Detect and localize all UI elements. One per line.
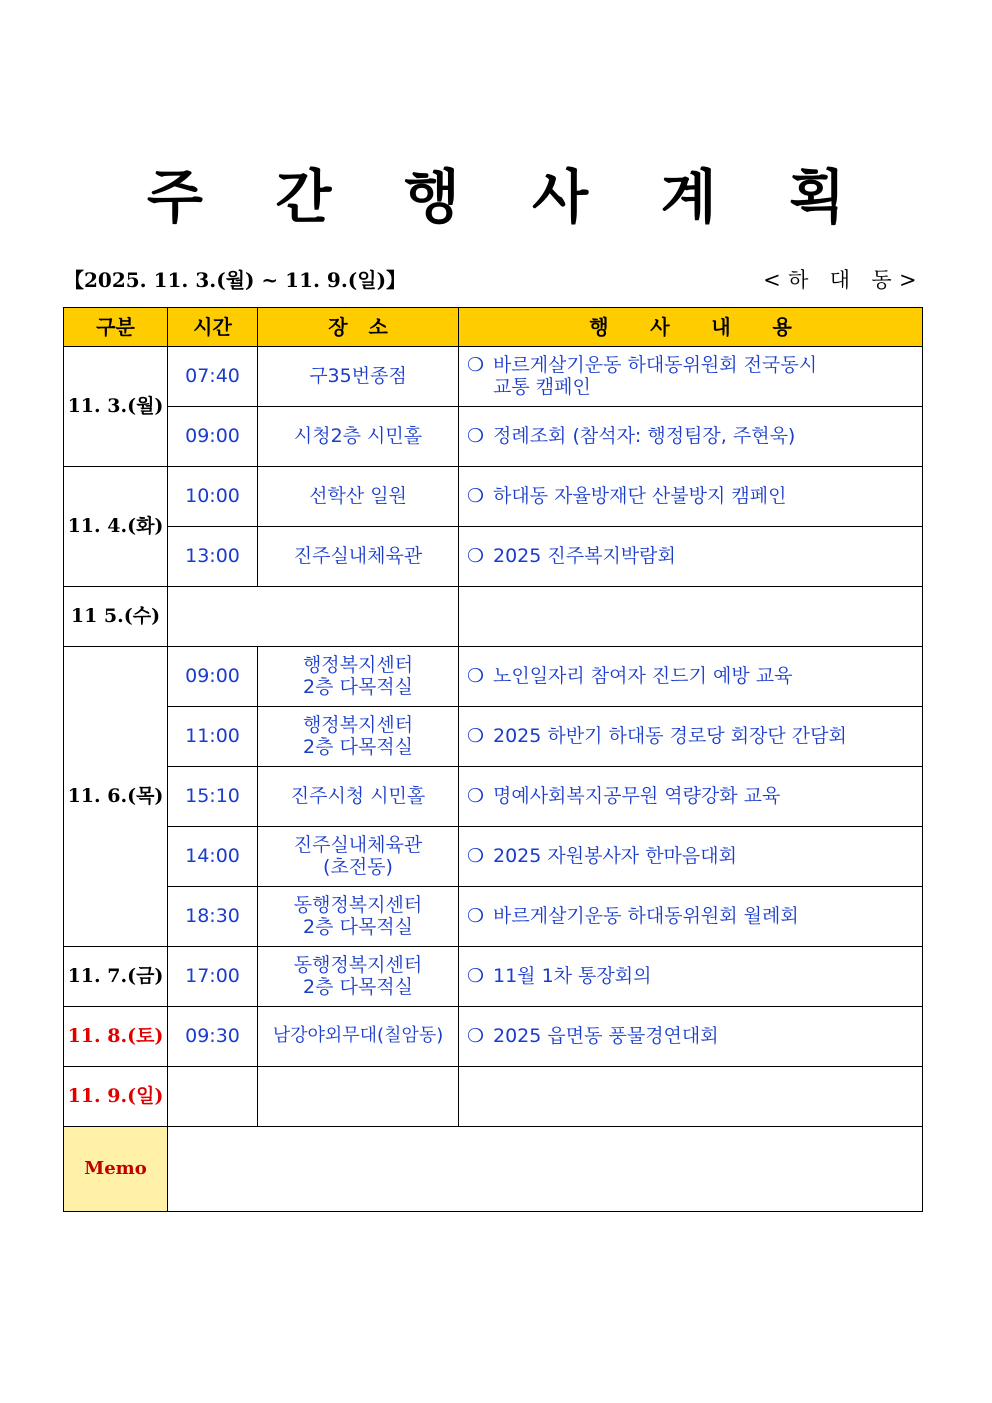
bullet-icon: ❍ <box>467 1024 485 1047</box>
content-text: 바르게살기운동 하대동위원회 전국동시 <box>493 353 818 376</box>
day-cell: 11. 7.(금) <box>64 947 168 1007</box>
table-row <box>64 1067 923 1127</box>
day-cell: 11. 3.(월) <box>64 347 168 467</box>
day-cell: 11. 9.(일) <box>64 1067 168 1127</box>
memo-label: Memo <box>64 1127 168 1212</box>
place-text-line2: (초전동) <box>323 855 393 878</box>
content-cell <box>459 947 923 1007</box>
content-text: 2025 하반기 하대동 경로당 회장단 간담회 <box>493 724 847 747</box>
content-cell <box>459 1007 923 1067</box>
time-cell: 09:00 <box>168 407 258 467</box>
header-time: 시간 <box>168 308 258 347</box>
empty-cell <box>459 587 923 647</box>
place-cell: 진주실내체육관 <box>258 527 459 587</box>
content-text: 2025 진주복지박람회 <box>493 544 676 567</box>
content-cell <box>459 707 923 767</box>
place-cell <box>258 647 459 707</box>
content-cell <box>459 887 923 947</box>
memo-row <box>64 1127 923 1212</box>
bullet-icon: ❍ <box>467 784 485 807</box>
content-text: 2025 읍면동 풍물경연대회 <box>493 1024 719 1047</box>
content-cell <box>459 467 923 527</box>
place-text: 진주실내체육관 <box>293 833 423 856</box>
content-cell <box>459 407 923 467</box>
page-title: 주 간 행 사 계 획 <box>146 163 872 231</box>
bullet-icon: ❍ <box>467 353 485 376</box>
place-text: 행정복지센터 <box>302 713 414 736</box>
table-row <box>64 947 923 1007</box>
content-cell <box>459 347 923 407</box>
day-cell: 11. 6.(목) <box>64 647 168 947</box>
place-cell: 선학산 일원 <box>258 467 459 527</box>
bullet-icon: ❍ <box>467 724 485 747</box>
content-cell <box>459 647 923 707</box>
place-cell: 구35번종점 <box>258 347 459 407</box>
day-cell: 11. 8.(토) <box>64 1007 168 1067</box>
place-cell <box>258 707 459 767</box>
place-text: 동행정복지센터 <box>293 893 423 916</box>
content-text: 노인일자리 참여자 진드기 예방 교육 <box>493 664 793 687</box>
table-row <box>64 467 923 527</box>
time-cell: 18:30 <box>168 887 258 947</box>
bullet-icon: ❍ <box>467 424 485 447</box>
bullet-icon: ❍ <box>467 844 485 867</box>
bullet-icon: ❍ <box>467 964 485 987</box>
table-row <box>64 647 923 707</box>
content-text: 명예사회복지공무원 역량강화 교육 <box>493 784 781 807</box>
table-row <box>64 1007 923 1067</box>
table-row <box>64 767 923 827</box>
day-cell: 11 5.(수) <box>64 587 168 647</box>
time-cell: 09:30 <box>168 1007 258 1067</box>
time-cell: 07:40 <box>168 347 258 407</box>
day-cell: 11. 4.(화) <box>64 467 168 587</box>
time-cell: 17:00 <box>168 947 258 1007</box>
place-text-line2: 2층 다목적실 <box>303 915 413 938</box>
memo-area <box>168 1127 923 1212</box>
bullet-icon: ❍ <box>467 904 485 927</box>
time-cell: 11:00 <box>168 707 258 767</box>
content-text: 11월 1차 통장회의 <box>493 964 652 987</box>
empty-cell <box>168 1067 258 1127</box>
place-text: 행정복지센터 <box>302 653 414 676</box>
place-text: 동행정복지센터 <box>293 953 423 976</box>
content-cell <box>459 767 923 827</box>
content-text: 바르게살기운동 하대동위원회 월례회 <box>493 904 799 927</box>
place-cell: 시청2층 시민홀 <box>258 407 459 467</box>
place-cell <box>258 947 459 1007</box>
bullet-icon: ❍ <box>467 544 485 567</box>
schedule-table <box>63 307 923 1212</box>
content-text-line2: 교통 캠페인 <box>493 375 591 398</box>
place-text-line2: 2층 다목적실 <box>303 975 413 998</box>
table-row <box>64 347 923 407</box>
content-text: 정례조회 (참석자: 행정팀장, 주현욱) <box>493 424 796 447</box>
place-cell: 진주시청 시민홀 <box>258 767 459 827</box>
header-place: 장 소 <box>258 308 459 347</box>
content-cell <box>459 527 923 587</box>
time-cell: 14:00 <box>168 827 258 887</box>
table-row <box>64 407 923 467</box>
place-cell <box>258 827 459 887</box>
table-row <box>64 587 923 647</box>
place-text-line2: 2층 다목적실 <box>303 735 413 758</box>
content-text: 2025 자원봉사자 한마음대회 <box>493 844 737 867</box>
table-row <box>64 707 923 767</box>
place-text-line2: 2층 다목적실 <box>303 675 413 698</box>
bullet-icon: ❍ <box>467 484 485 507</box>
place-cell <box>258 887 459 947</box>
header-category: 구분 <box>64 308 168 347</box>
empty-cell <box>459 1067 923 1127</box>
content-text: 하대동 자율방재단 산불방지 캠페인 <box>493 484 787 507</box>
header-content: 행 사 내 용 <box>459 308 923 347</box>
empty-cell <box>168 587 459 647</box>
header-row <box>64 308 923 347</box>
bullet-icon: ❍ <box>467 664 485 687</box>
table-row <box>64 887 923 947</box>
place-cell: 남강야외무대(칠암동) <box>258 1007 459 1067</box>
empty-cell <box>258 1067 459 1127</box>
time-cell: 09:00 <box>168 647 258 707</box>
time-cell: 13:00 <box>168 527 258 587</box>
table-row <box>64 527 923 587</box>
department-name: <하 대 동> <box>763 268 924 292</box>
table-row <box>64 827 923 887</box>
time-cell: 15:10 <box>168 767 258 827</box>
period-range: 【2025. 11. 3.(월) ~ 11. 9.(일)】 <box>64 268 407 292</box>
time-cell: 10:00 <box>168 467 258 527</box>
content-cell <box>459 827 923 887</box>
